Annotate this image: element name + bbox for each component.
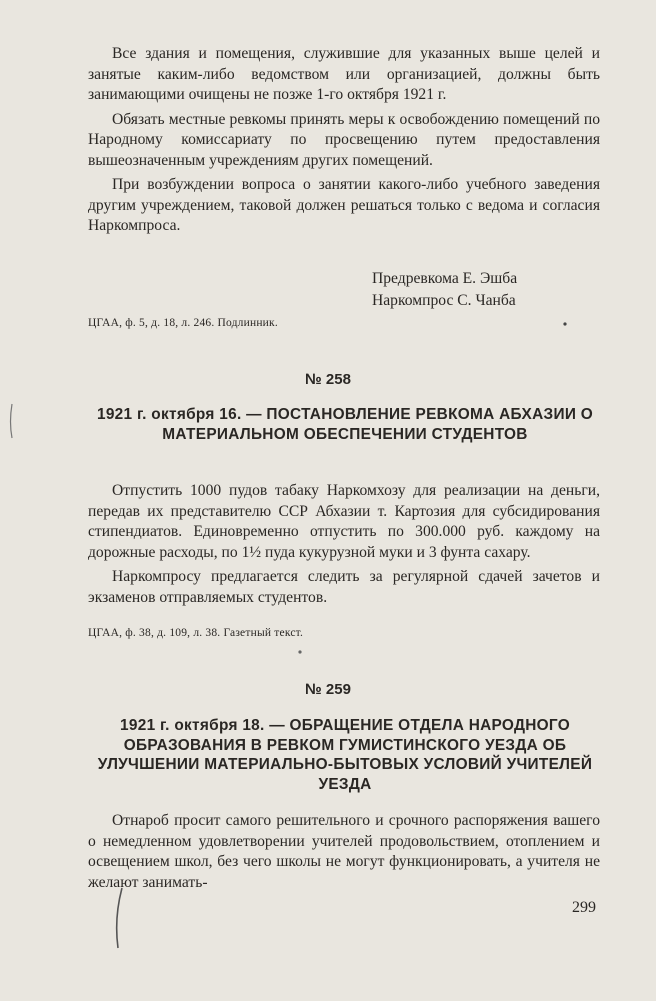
page-number: 299 <box>572 899 596 916</box>
archive-source: ЦГАА, ф. 38, д. 109, л. 38. Газетный текст. <box>88 627 304 639</box>
document-heading: 1921 г. октября 18. — ОБРАЩЕНИЕ ОТДЕЛА НАРОДНОГО ОБРАЗОВАНИЯ В РЕВКОМ ГУМИСТИНСКОГО УЕЗДА ОБ УЛУЧШЕНИИ МАТЕРИАЛЬНО-БЫТОВЫХ УСЛОВИЙ УЧИТЕЛЕЙ УЕЗДА <box>97 717 593 793</box>
signature-chairman: Предревкома Е. Эшба <box>372 270 518 287</box>
document-number: № 258 <box>305 371 351 388</box>
signature-narkompros: Наркомпрос С. Чанба <box>372 292 516 309</box>
paragraph: Все здания и помещения, служившие для указанных выше целей и занятые каким-либо ведомством или организацией, должны быть занимающими очищены не позже 1-го октября 1921 г. <box>88 45 600 103</box>
paragraph: Обязать местные ревкомы принять меры к освобождению помещений по Народному комиссариату по просвещению путем предоставления вышеозначенным учреждениям других помещений. <box>88 110 600 169</box>
paragraph: Отнароб просит самого решительного и срочного распоряжения вашего о немедленном удовлетворении учителей продовольствием, отоплением и освещением школ, без чего школы не могут функционировать, а учителя не желают занимать- <box>88 812 600 891</box>
document-number: № 259 <box>305 681 351 698</box>
paragraph: Отпустить 1000 пудов табаку Наркомхозу для реализации на деньги, передав их представителю ССР Абхазии т. Картозия для субсидирования стипендиатов. Единовременно отпустить по 300.000 руб. каждому на дорожные расходы, по 1½ пуда кукурузной муки и 3 фунта сахару. <box>88 482 600 561</box>
paragraph: Наркомпросу предлагается следить за регулярной сдачей зачетов и экзаменов отправляемых студентов. <box>88 568 600 606</box>
document-heading: 1921 г. октября 16. — ПОСТАНОВЛЕНИЕ РЕВКОМА АБХАЗИИ О МАТЕРИАЛЬНОМ ОБЕСПЕЧЕНИИ СТУДЕНТОВ <box>96 406 594 443</box>
paragraph: При возбуждении вопроса о занятии какого-либо учебного заведения другим учреждением, таковой должен решаться только с ведома и согласия Наркомпроса. <box>88 176 600 234</box>
archive-source: ЦГАА, ф. 5, д. 18, л. 246. Подлинник. <box>88 317 278 329</box>
